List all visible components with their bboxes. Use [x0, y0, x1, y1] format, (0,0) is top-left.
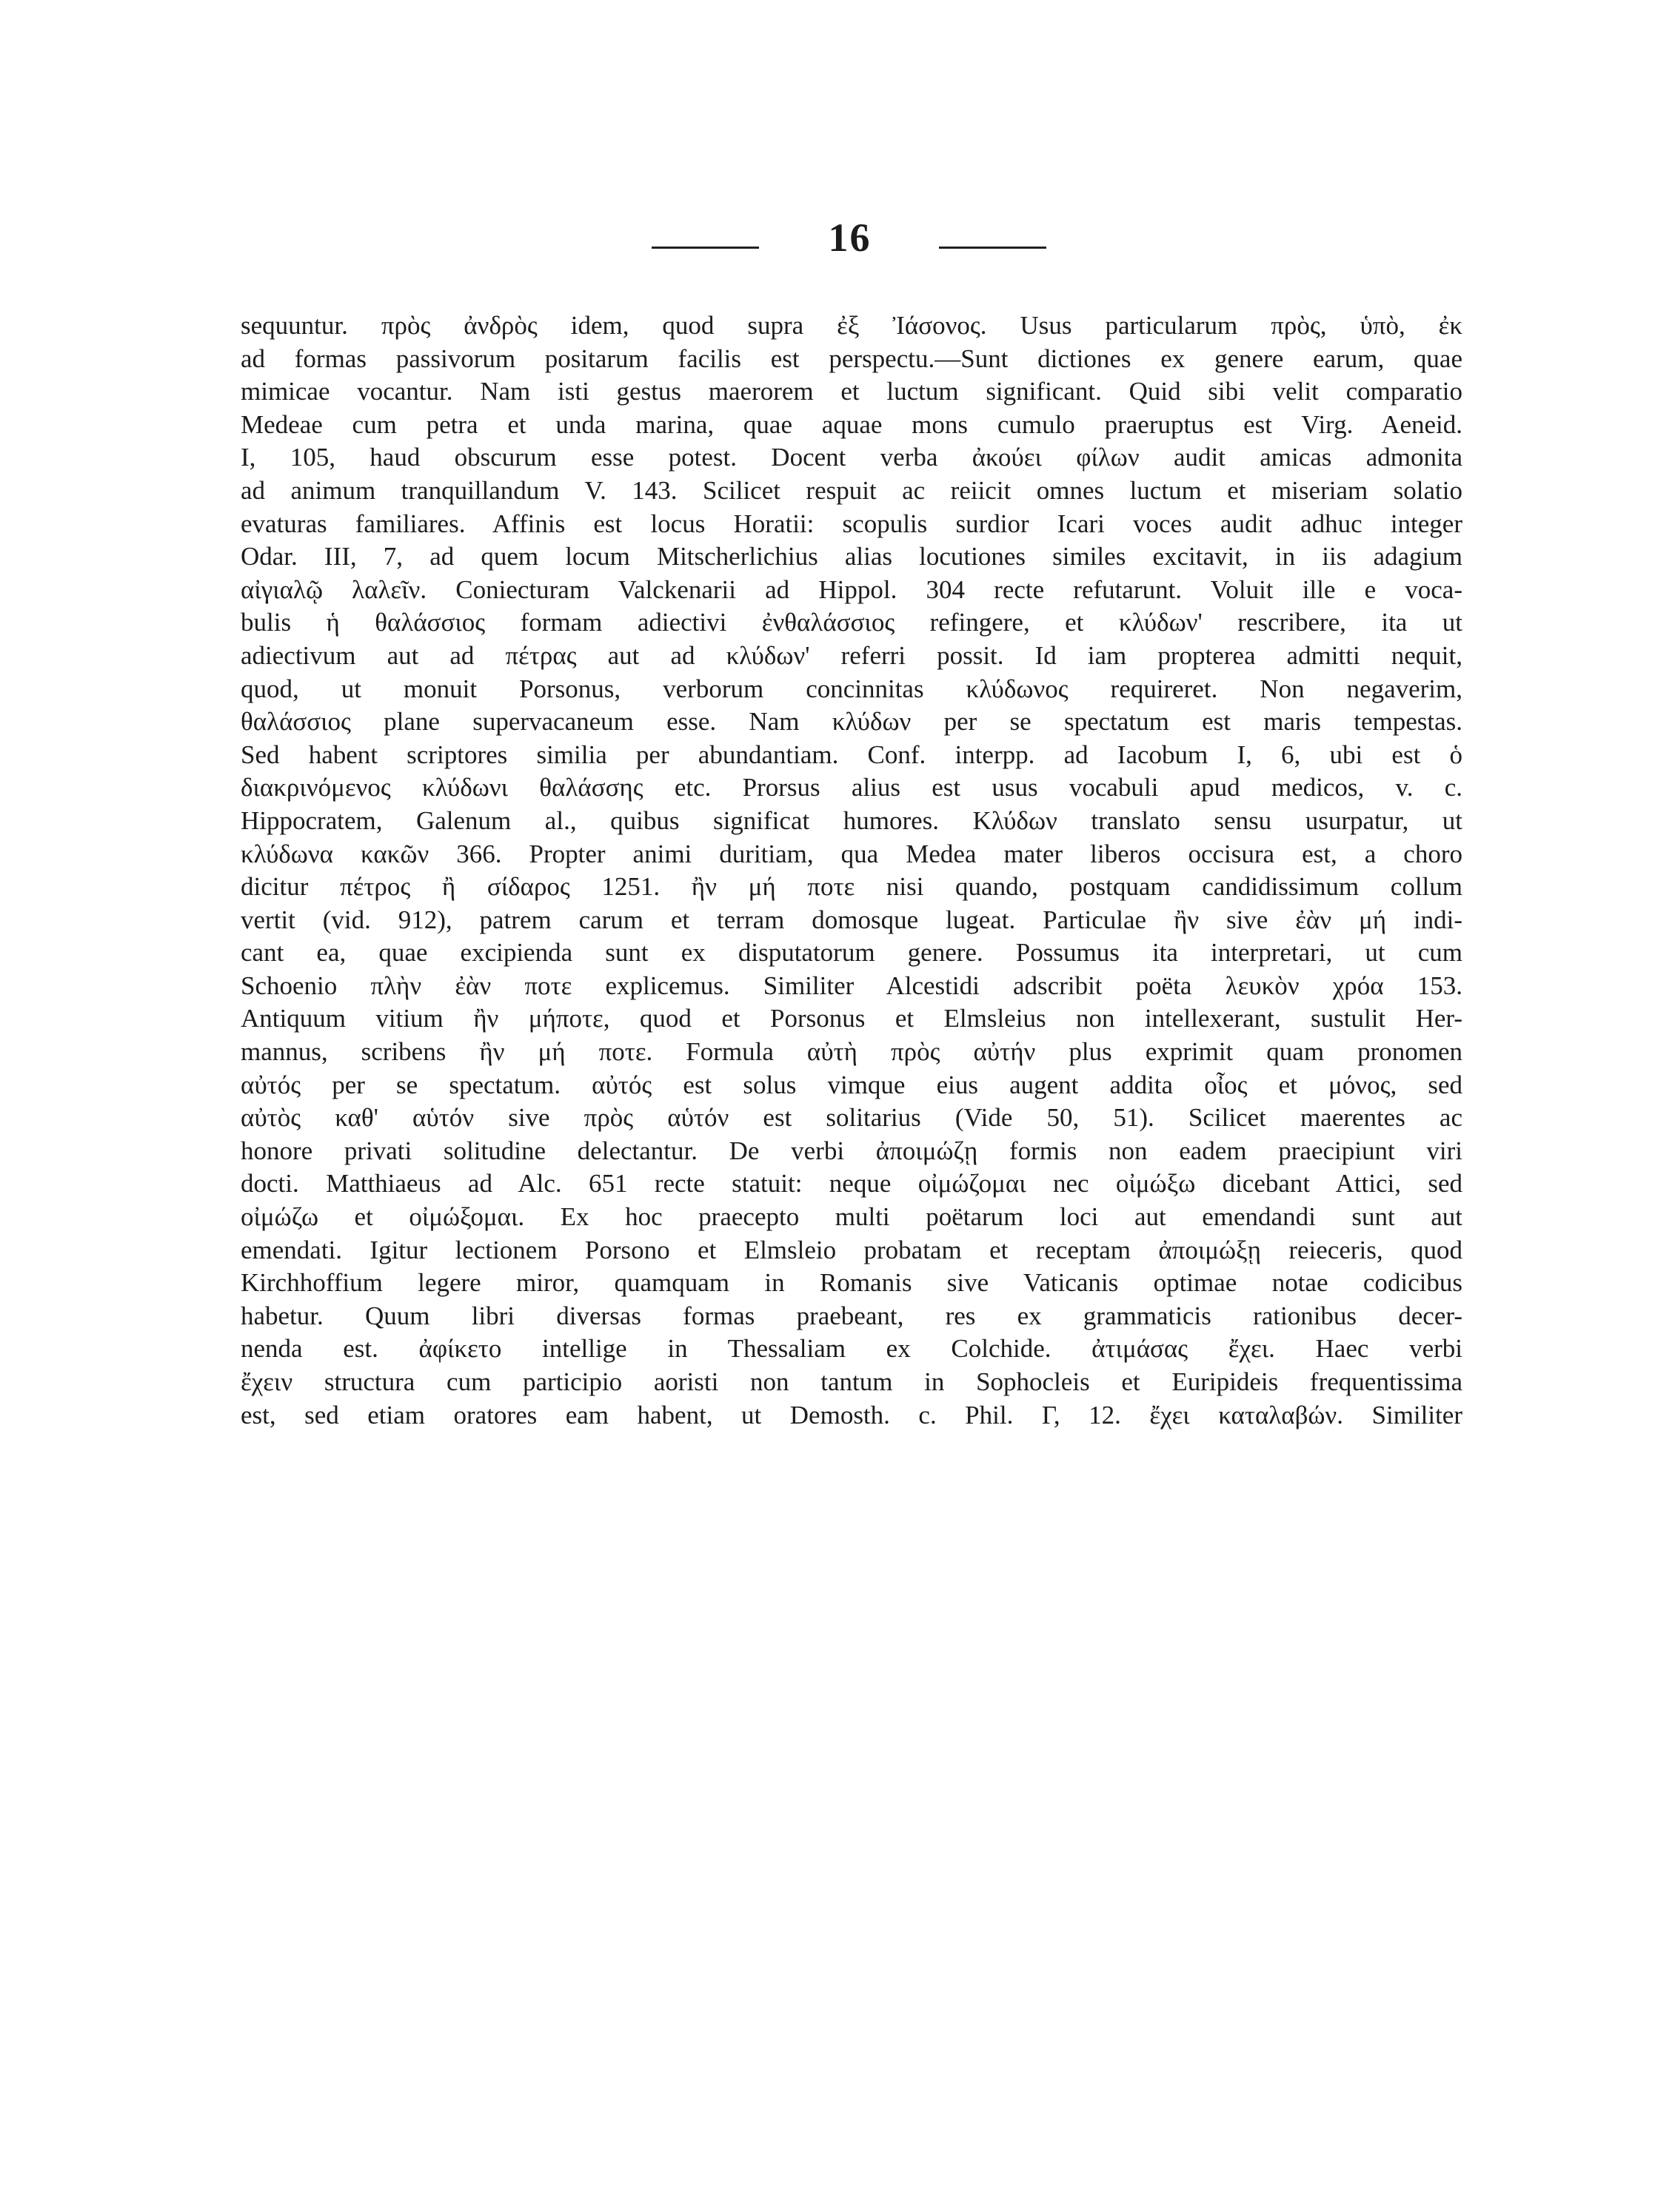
text-line: Antiquum vitium ἢν μήποτε, quod et Porsonus et Elmsleius non intellexerant, sustulit Her-	[241, 1004, 1462, 1033]
text-line: I, 105, haud obscurum esse potest. Docent verba ἀκούει φίλων audit amicas admonita	[241, 443, 1462, 472]
body-text	[241, 309, 1462, 1432]
text-line: αἰγιαλῷ λαλεῖν. Coniecturam Valckenarii ad Hippol. 304 recte refutarunt. Voluit ille e voca-	[241, 574, 1462, 604]
text-line: emendati. Igitur lectionem Porsono et Elmsleio probatam et receptam ἀποιμώξῃ reieceris, quod	[241, 1235, 1462, 1264]
header-rule-right	[939, 247, 1046, 249]
text-line: οἰμώζω et οἰμώξομαι. Ex hoc praecepto multi poëtarum loci aut emendandi sunt aut	[241, 1202, 1462, 1232]
text-line: ad formas passivorum positarum facilis est perspectu.—Sunt dictiones ex genere earum, quae	[241, 343, 1462, 373]
text-line: Medeae cum petra et unda marina, quae aquae mons cumulo praeruptus est Virg. Aeneid.	[241, 409, 1462, 439]
text-line: quod, ut monuit Porsonus, verborum concinnitas κλύδωνος requireret. Non negaverim,	[241, 674, 1462, 703]
text-line: sequuntur. πρὸς ἀνδρὸς idem, quod supra ἐξ Ἰάσονος. Usus particularum πρὸς, ὑπὸ, ἐκ	[241, 311, 1462, 340]
text-line: διακρινόμενος κλύδωνι θαλάσσης etc. Prorsus alius est usus vocabuli apud medicos, v. c.	[241, 773, 1462, 802]
text-line: κλύδωνα κακῶν 366. Propter animi duritiam, qua Medea mater liberos occisura est, a choro	[241, 839, 1462, 868]
text-line: αὐτός per se spectatum. αὐτός est solus vimque eius augent addita οἶος et μόνος, sed	[241, 1070, 1462, 1099]
text-line: αὐτὸς καθ' αὑτόν sive πρὸς αὑτόν est solitarius (Vide 50, 51). Scilicet maerentes ac	[241, 1103, 1462, 1133]
text-line: vertit (vid. 912), patrem carum et terram domosque lugeat. Particulae ἢν sive ἐὰν μή indi-	[241, 905, 1462, 934]
text-line: Kirchhoffium legere miror, quamquam in Romanis sive Vaticanis optimae notae codicibus	[241, 1268, 1462, 1298]
text-line: evaturas familiares. Affinis est locus Horatii: scopulis surdior Icari voces audit adhuc integer	[241, 509, 1462, 538]
text-line: bulis ἡ θαλάσσιος formam adiectivi ἐνθαλάσσιος refingere, et κλύδων' rescribere, ita ut	[241, 608, 1462, 637]
text-line: cant ea, quae excipienda sunt ex disputatorum genere. Possumus ita interpretari, ut cum	[241, 938, 1462, 968]
text-line: Hippocratem, Galenum al., quibus significat humores. Κλύδων translato sensu usurpatur, ut	[241, 805, 1462, 835]
page-header	[0, 215, 1655, 274]
text-line: docti. Matthiaeus ad Alc. 651 recte statuit: neque οἰμώζομαι nec οἰμώξω dicebant Attici, sed	[241, 1169, 1462, 1199]
header-rule-left	[652, 247, 759, 249]
text-line: adiectivum aut ad πέτρας aut ad κλύδων' referri possit. Id iam propterea admitti nequit,	[241, 640, 1462, 670]
text-line: est, sed etiam oratores eam habent, ut Demosth. c. Phil. Γ, 12. ἔχει καταλαβών. Similiter	[241, 1400, 1462, 1430]
text-line: ad animum tranquillandum V. 143. Scilicet respuit ac reiicit omnes luctum et miseriam solatio	[241, 475, 1462, 505]
text-line: mannus, scribens ἢν μή ποτε. Formula αὐτὴ πρὸς αὐτήν plus exprimit quam pronomen	[241, 1037, 1462, 1067]
text-line: Schoenio πλὴν ἐὰν ποτε explicemus. Similiter Alcestidi adscribit poëta λευκὸν χρόα 153.	[241, 971, 1462, 1000]
text-line: honore privati solitudine delectantur. De verbi ἀποιμώζῃ formis non eadem praecipiunt viri	[241, 1136, 1462, 1165]
text-line: mimicae vocantur. Nam isti gestus maerorem et luctum significant. Quid sibi velit comparatio	[241, 377, 1462, 406]
text-line: Sed habent scriptores similia per abundantiam. Conf. interpp. ad Iacobum I, 6, ubi est ὁ	[241, 740, 1462, 769]
page-number: 16	[828, 215, 872, 260]
text-line: nenda est. ἀφίκετο intellige in Thessaliam ex Colchide. ἀτιμάσας ἔχει. Haec verbi	[241, 1334, 1462, 1364]
text-line: Odar. III, 7, ad quem locum Mitscherlichius alias locutiones similes excitavit, in iis adagium	[241, 542, 1462, 572]
text-line: dicitur πέτρος ἢ σίδαρος 1251. ἢν μή ποτε nisi quando, postquam candidissimum collum	[241, 872, 1462, 902]
text-line: θαλάσσιος plane supervacaneum esse. Nam κλύδων per se spectatum est maris tempestas.	[241, 707, 1462, 737]
text-line: habetur. Quum libri diversas formas praebeant, res ex grammaticis rationibus decer-	[241, 1301, 1462, 1330]
text-line: ἔχειν structura cum participio aoristi non tantum in Sophocleis et Euripideis frequentissima	[241, 1367, 1462, 1396]
